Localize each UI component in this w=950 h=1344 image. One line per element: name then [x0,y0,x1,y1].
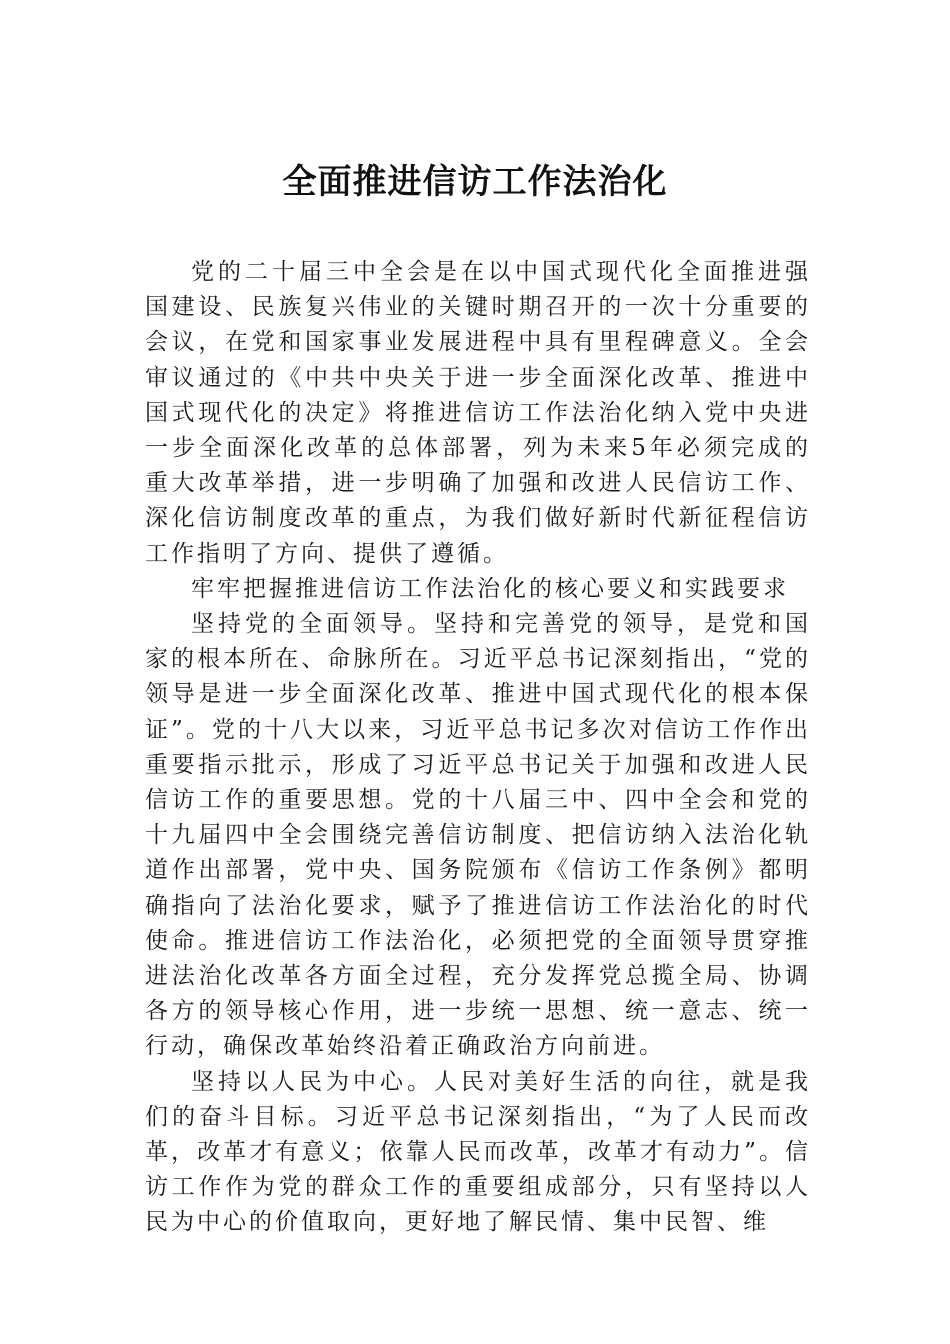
document-body [145,255,811,1241]
section-heading: 牢牢把握推进信访工作法治化的核心要义和实践要求 [191,575,789,602]
paragraph-people-centered: 坚持以人民为中心。人民对美好生活的向往，就是我们的奋斗目标。习近平总书记深刻指出，“为了人民而改革，改革才有意义；依靠人民而改革，改革才有动力”。信访工作作为党的群众工作的重要组成部分，只有坚持以人民为中心的价值取向，更好地了解民情、集中民智、维 [145,1068,811,1236]
paragraph-intro: 党的二十届三中全会是在以中国式现代化全面推进强国建设、民族复兴伟业的关键时期召开的一次十分重要的会议，在党和国家事业发展进程中具有里程碑意义。全会审议通过的《中共中央关于进一步全面深化改革、推进中国式现代化的决定》将推进信访工作法治化纳入党中央进一步全面深化改革的总体部署，列为未来5年必须完成的重大改革举措，进一步明确了加强和改进人民信访工作、深化信访制度改革的重点，为我们做好新时代新征程信访工作指明了方向、提供了遵循。 [145,259,811,567]
paragraph-party-leadership: 坚持党的全面领导。坚持和完善党的领导，是党和国家的根本所在、命脉所在。习近平总书记深刻指出，“党的领导是进一步全面深化改革、推进中国式现代化的根本保证”。党的十八大以来，习近平总书记多次对信访工作作出重要指示批示，形成了习近平总书记关于加强和改进人民信访工作的重要思想。党的十八届三中、四中全会和党的十九届四中全会围绕完善信访制度、把信访纳入法治化轨道作出部署，党中央、国务院颁布《信访工作条例》都明确指向了法治化要求，赋予了推进信访工作法治化的时代使命。推进信访工作法治化，必须把党的全面领导贯穿推进法治化改革各方面全过程，充分发挥党总揽全局、协调各方的领导核心作用，进一步统一思想、统一意志、统一行动，确保改革始终沿着正确政治方向前进。 [145,611,811,1060]
document-title: 全面推进信访工作法治化 [282,162,668,202]
